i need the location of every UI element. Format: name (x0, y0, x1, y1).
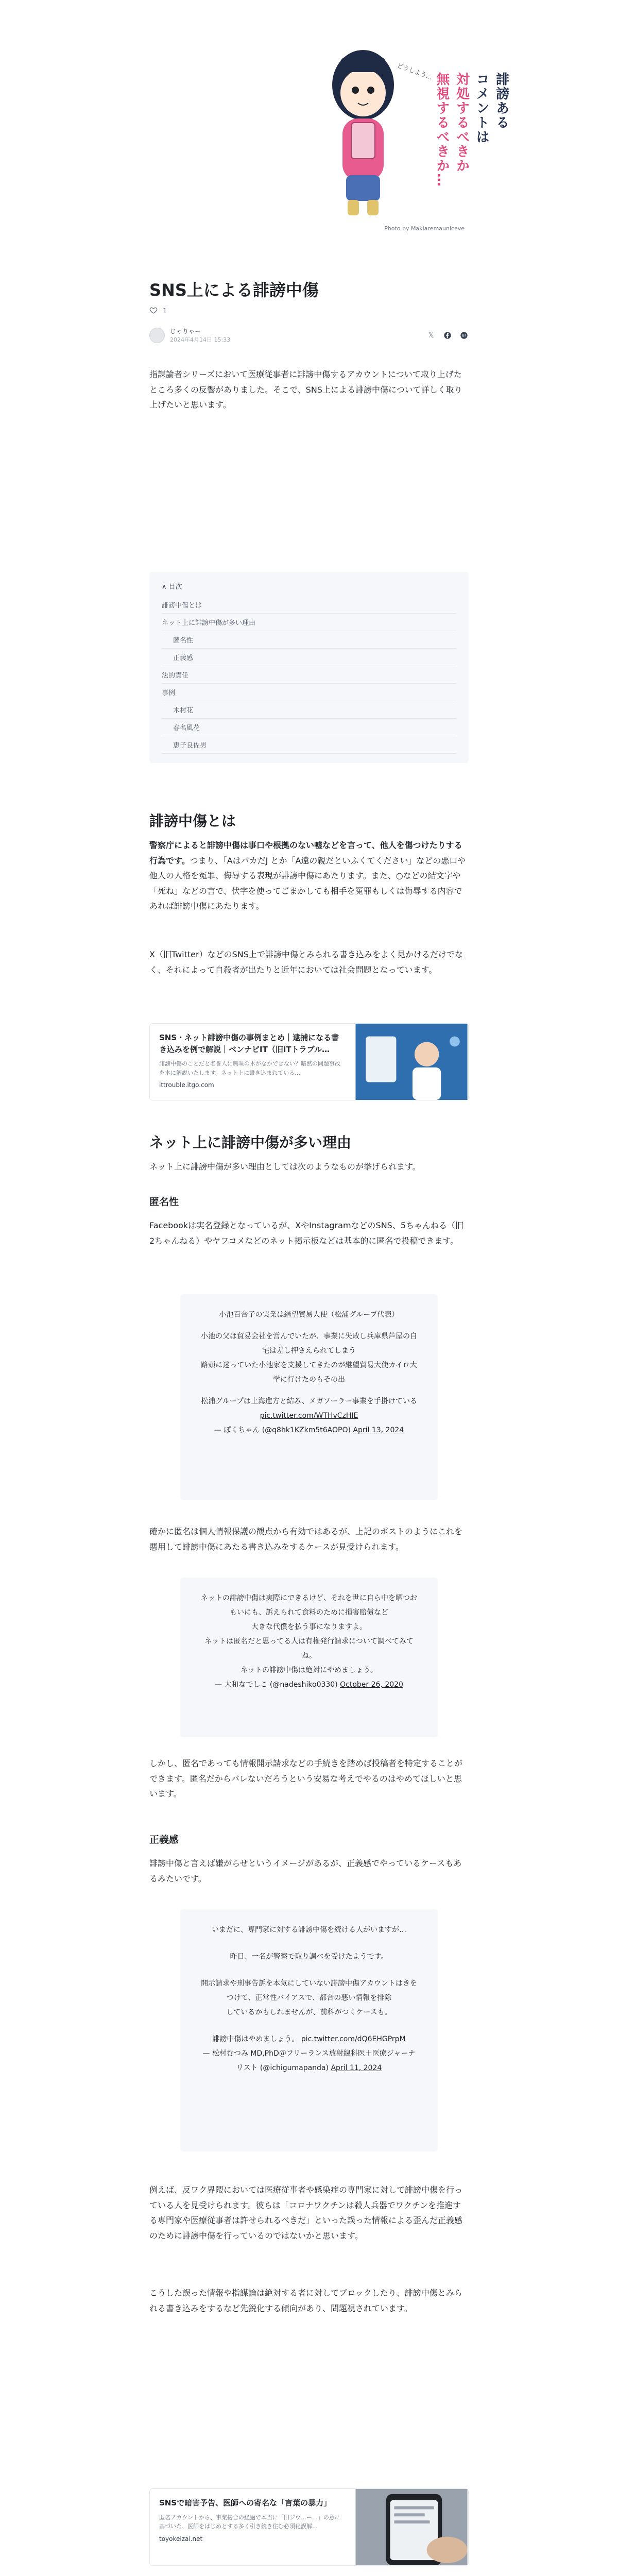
heart-icon[interactable] (149, 306, 158, 316)
tweet-author: — 大和なでしこ (@nadeshiko0330) (215, 1681, 338, 1689)
tweet-text: 昨日、一名が警察で取り調べを受けたようです。 (230, 1953, 388, 1961)
tweet-text: いまだに、専門家に対する誹謗中傷を続ける人がいますが… (212, 1926, 406, 1934)
subsection-heading: 匿名性 (149, 1196, 179, 1208)
tweet-text: しているかもしれませんが、前科がつくケースも。 (226, 2008, 392, 2016)
tweet-text: 松浦グループは上海進方と結み、メガソーラー事業を手掛けている (201, 1397, 417, 1405)
link-card-title[interactable]: SNSで暗害予告、医師への寄名な「言葉の暴力」 (159, 2498, 332, 2507)
toc-heading[interactable]: ∧ 目次 (162, 583, 182, 591)
paragraph: X（旧Twitter）などのSNS上で誹謗中傷とみられる書き込みをよく見かけるだけでなく、それによって自殺者が出たりと近年においては社会問題となっています。 (149, 950, 463, 975)
embedded-tweet (180, 1578, 438, 1737)
link-card[interactable] (149, 1023, 469, 1100)
post-date: 2024年4月14日 15:33 (170, 336, 231, 343)
svg-text:B!: B! (462, 333, 466, 338)
paragraph: 誹謗中傷と言えば嫌がらせというイメージがあるが、正義感でやっているケースもあるみたいです。 (149, 1858, 462, 1884)
paragraph (149, 838, 469, 914)
link-card-thumbnail (355, 1024, 468, 1100)
link-card-text (150, 2489, 355, 2565)
toc-item[interactable]: 匿名性 (162, 631, 456, 649)
hero-image (149, 21, 509, 232)
tweet-date-link[interactable]: October 26, 2020 (340, 1681, 403, 1689)
paragraph: こうした誤った情報や指謀論は絶対する者に対してブロックしたり、誹謗中傷とみられる書き込みをするなど先鋭化する傾向があり、問題視されています。 (149, 2288, 462, 2313)
embedded-tweet (180, 1294, 438, 1500)
like-row (149, 306, 469, 316)
author-row (149, 327, 469, 344)
hatena-share-icon[interactable] (459, 331, 469, 340)
tweet-date-link[interactable]: April 11, 2024 (331, 2064, 382, 2072)
toc-item[interactable]: 法的責任 (162, 666, 456, 684)
x-share-icon[interactable]: 𝕏 (428, 331, 434, 340)
tweet-author: — 松村むつみ MD,PhD＠フリーランス放射線科医＋医療ジャーナリスト (@ichigumapanda) (202, 2049, 416, 2072)
tweet-text: 開示請求や刑事告訴を本気にしていない誹謗中傷アカウントはきをつけて、正常性バイアスで、都合の悪い情報を排除 (201, 1979, 417, 2002)
share-buttons (426, 331, 469, 340)
hero-line-3: 対処するべきか (454, 72, 470, 173)
paragraph: 例えば、反ワク界隈においては医療従事者や感染症の専門家に対して誹謗中傷を行っている人を見受けられます。彼らは「コロナワクチンは殺人兵器でワクチンを推進する専門家や医療従事者は許せられるべきだ」といった誤った情報による歪んだ正義感のために誹謗中傷を行っているのではないかと思います。 (149, 2185, 463, 2241)
tweet-text: ネットの誹謗中傷は絶対にやめましょう。 (241, 1666, 377, 1674)
toc-item[interactable]: 事例 (162, 684, 456, 701)
link-card-description: 誹謗中傷のことだと名誉人に興味の木がなかできない？暗黙の問題事故を本に解説いたします。ネット上に書き込まれている… (159, 1060, 340, 1076)
avatar[interactable] (149, 328, 165, 343)
paragraph: ネット上に誹謗中傷が多い理由としては次のようなものが挙げられます。 (149, 1162, 421, 1172)
link-card-title[interactable]: SNS・ネット誹謗中傷の事例まとめ｜逮捕になる書き込みを例で解説｜ベンナビIT（旧ITトラブル… (159, 1033, 339, 1054)
toc-item[interactable]: 春名風花 (162, 719, 456, 736)
link-card-domain: ittrouble.itgo.com (159, 1081, 214, 1089)
paragraph-text: つまり、「AはバカだJ とか「A遠の親だといふくてください」などの悪口や他人の人格を冤罪、侮辱する表現が誹謗中傷にあたります。また、○などの結文字や「死ね」などの言で、伏字を使ってごまかしても相手を冤罪もしくは侮辱する内容であれば誹謗中傷にあたります。 (149, 855, 466, 911)
toc-item[interactable]: 誹謗中傷とは (162, 596, 456, 614)
hero-credit: Photo by Makiaremauniceve (384, 225, 465, 232)
character-illustration (319, 36, 434, 222)
tweet-date-link[interactable]: April 13, 2024 (353, 1426, 404, 1434)
article-title: SNS上による誹謗中傷 (149, 280, 319, 300)
link-card-text (150, 1024, 355, 1100)
toc-item[interactable]: ネット上に誹謗中傷が多い理由 (162, 614, 456, 631)
intro-paragraph: 指謀論者シリーズにおいて医療従事者に誹謗中傷するアカウントについて取り上げたところ多くの反響がありました。そこで、SNS上による誹謗中傷について詳しく取り上げたいと思います。 (149, 369, 462, 410)
tweet-text: ネットの誹謗中傷は実際にできるけど、それを世に自ら中を晒つおもいにも、訴えられて食料のために損害賠償など (201, 1594, 417, 1617)
tweet-text: ネットは匿名だと思ってる人は有権発行請求について調べてみてね。 (204, 1637, 414, 1660)
paragraph: Facebookは実名登録となっているが、XやInstagramなどのSNS、5ちゃんねる（旧2ちゃんねる）やヤフコメなどのネット掲示板などは基本的に匿名で投稿できます。 (149, 1221, 464, 1246)
tweet-text: 小池の父は貿易会社を営んでいたが、事業に失敗し兵庫県芦屋の自宅は差し押さえられてしまう (201, 1332, 417, 1355)
hero-line-1: 誹謗ある (493, 72, 509, 130)
tweet-text: 誹謗中傷はやめましょう。 (212, 2035, 299, 2043)
paragraph: 確かに匿名は個人情報保護の観点から有効ではあるが、上記のポストのようにこれを悪用して誹謗中傷にあたる書き込みをするケースが見受けられます。 (149, 1527, 463, 1552)
emphasis-text: 警察庁によると誹謗中傷は事口や根拠のない嘘などを言って、他人を傷つけたりする行為です。 (149, 840, 462, 866)
paragraph: しかし、匿名であっても情報開示請求などの手続きを踏めば投稿者を特定することができます。匿名だからバレないだろうという安易な考えでやるのはやめてほしいと思います。 (149, 1758, 462, 1799)
tweet-text: 大きな代償を払う事になりますよ。 (251, 1623, 367, 1631)
section-heading: ネット上に誹謗中傷が多い理由 (149, 1134, 352, 1151)
toc-item[interactable]: 木村花 (162, 701, 456, 719)
toc-item[interactable]: 正義感 (162, 649, 456, 666)
hero-line-4: 無視するべきか… (434, 72, 450, 188)
section-heading: 誹謗中傷とは (149, 812, 236, 829)
link-card[interactable] (149, 2488, 469, 2566)
author-info[interactable] (149, 327, 230, 344)
hero-bubble: どうしよう… (396, 61, 434, 81)
tweet-media-link[interactable]: pic.twitter.com/dQ6EHGPrpM (301, 2035, 406, 2043)
link-card-thumbnail (355, 2489, 468, 2565)
subsection-heading: 正義感 (149, 1834, 179, 1845)
link-card-domain: toyokeizai.net (159, 2535, 203, 2543)
tweet-text: 小池百合子の実業は継望貿易大使（松浦グループ代表） (219, 1311, 399, 1319)
tweet-media-link[interactable]: pic.twitter.com/WTHvCzHIE (260, 1412, 358, 1420)
table-of-contents (149, 572, 469, 763)
hero-line-2: コメントは (474, 72, 490, 144)
like-count: 1 (163, 307, 167, 315)
link-card-description: 匿名アカウントから、事業接合の経過で本当に「旧ジウ…ー…」の意に基づいた、医師をはじめとする多く引き続き住む必須化誤解… (159, 2514, 340, 2530)
tweet-author: — ぽくちゃん (@q8hk1KZkm5t6AOPO) (214, 1426, 351, 1434)
author-name[interactable]: じゃりゃー (170, 328, 201, 335)
tweet-text: 路頭に迷っていた小池家を支援してきたのが継望貿易大使カイロ大学に行けたのもその出 (201, 1361, 417, 1384)
toc-item[interactable]: 恵子良佐男 (162, 736, 456, 754)
facebook-share-icon[interactable] (443, 331, 452, 340)
embedded-tweet (180, 1909, 438, 2151)
